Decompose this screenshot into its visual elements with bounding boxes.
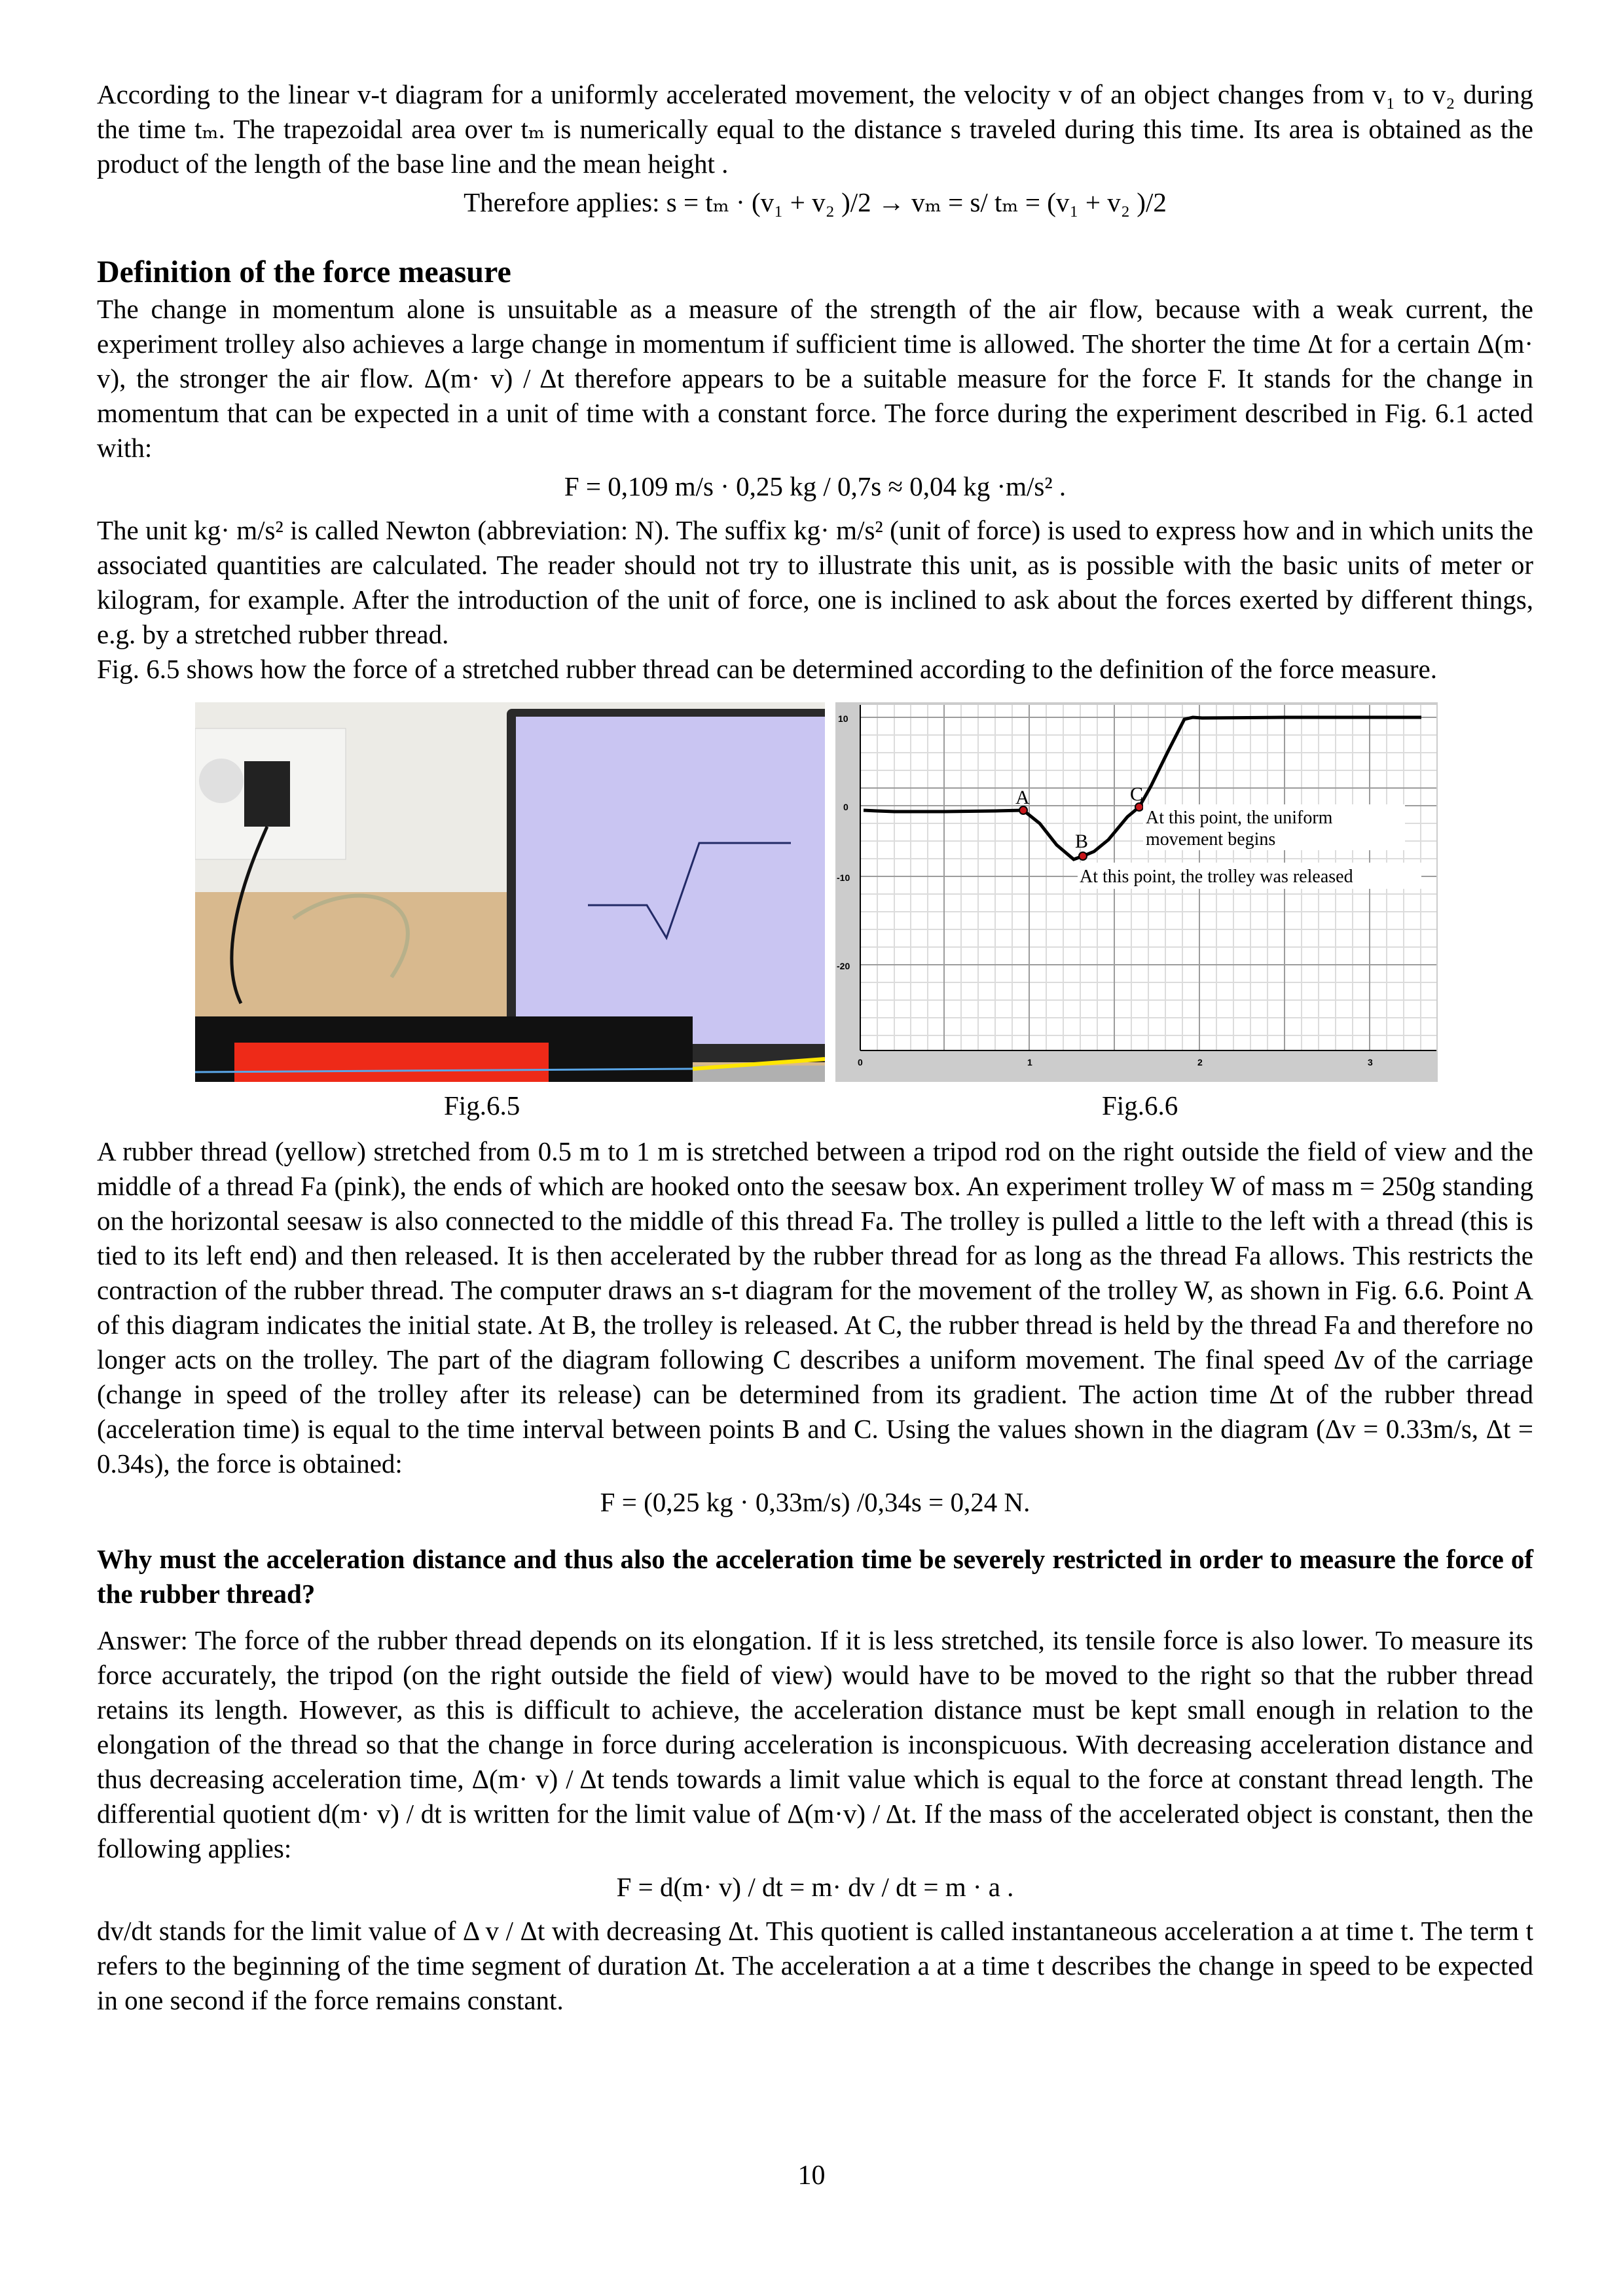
section-paragraph-3: Fig. 6.5 shows how the force of a stretched rubber thread can be determined according to the definition of the force measure.: [97, 654, 1437, 684]
document-page: [97, 77, 1533, 2018]
section-paragraph-1: The change in momentum alone is unsuitable as a measure of the strength of the air flow, because with a weak current, the experiment trolley also achieves a large change in momentum if sufficient time is allowed. The shorter the time Δt for a certain Δ(m· v), the stronger the air flow. Δ(m· v) / Δt therefore appears to be a suitable measure for the force F. It stands for the change in momentum that can be expected in a unit of time with a constant force. The force during the experiment described in Fig. 6.1 acted with:: [97, 294, 1533, 463]
body-paragraph-experiment: A rubber thread (yellow) stretched from 0.5 m to 1 m is stretched between a tripod rod on the right outside the field of view and the middle of a thread Fa (pink), the ends of which are hooked onto the seesaw box. An experiment trolley W of mass m = 250g standing on the horizontal seesaw is also connected to the middle of this thread Fa. The trolley is pulled a little to the left with a thread (this is tied to its left end) and then released. It is then accelerated by the rubber thread for as long as the thread Fa allows. This restricts the contraction of the rubber thread. The computer draws an s-t diagram for the movement of the trolley W, as shown in Fig. 6.6. Point A of this diagram indicates the initial state. At B, the trolley is released. At C, the rubber thread is held by the thread Fa and therefore no longer acts on the trolley. The part of the diagram following C describes a uniform movement. The final speed Δv of the carriage (change in speed of the trolley after its release) can be determined from its gradient. The action time Δt of the rubber thread (acceleration time) is equal to the time interval between points B and C. Using the values shown in the diagram (Δv = 0.33m/s, Δt = 0.34s), the force is obtained:: [97, 1136, 1533, 1479]
equation-mean-velocity: Therefore applies: s = tₘ · (v₁ + v₂ )/2 → vₘ = s/ tₘ = (v₁ + v₂ )/2: [464, 187, 1167, 217]
annotation-uniform-line2: movement begins: [1146, 829, 1276, 850]
s-t-diagram-chart: [835, 702, 1438, 1082]
experiment-photo: [195, 702, 825, 1082]
figure-6-5-caption: Fig.6.5: [444, 1090, 520, 1121]
s-t-diagram-svg: [835, 702, 1438, 1082]
x-tick-3: 3: [1368, 1057, 1373, 1067]
figure-6-6-caption: Fig.6.6: [1102, 1090, 1178, 1121]
point-b-label: B: [1075, 831, 1089, 852]
page-number: 10: [797, 2161, 826, 2191]
y-tick-minus10: -10: [837, 872, 850, 883]
annotation-uniform-line1: At this point, the uniform: [1146, 808, 1333, 828]
x-tick-0: 0: [858, 1057, 863, 1067]
y-tick-0: 0: [843, 802, 848, 812]
annotation-released: At this point, the trolley was released: [1080, 867, 1353, 887]
y-tick-10: 10: [838, 713, 848, 724]
y-tick-minus20: -20: [837, 961, 850, 971]
section-heading: Definition of the force measure: [97, 255, 511, 289]
point-b-marker: [1079, 852, 1087, 860]
x-tick-2: 2: [1197, 1057, 1203, 1067]
acceleration-paragraph: dv/dt stands for the limit value of Δ v / Δt with decreasing Δt. This quotient is called instantaneous acceleration a at time t. The term t refers to the beginning of the time segment of duration Δt. The acceleration a at a time t describes the change in speed to be expected in one second if the force remains constant.: [97, 1916, 1533, 2015]
point-c-label: C: [1130, 783, 1144, 805]
figures-row: [97, 702, 1533, 1134]
equation-force-airflow: F = 0,109 m/s · 0,25 kg / 0,7s ≈ 0,04 kg ·m/s² .: [564, 471, 1067, 501]
question-paragraph: Why must the acceleration distance and thus also the acceleration time be severely restricted in order to measure the force of the rubber thread?: [97, 1544, 1533, 1609]
equation-newton-law: F = d(m· v) / dt = m· dv / dt = m · a .: [616, 1872, 1014, 1902]
equation-rubber-force: F = (0,25 kg · 0,33m/s) /0,34s = 0,24 N.: [600, 1487, 1030, 1517]
point-a-label: A: [1015, 787, 1030, 808]
answer-paragraph: Answer: The force of the rubber thread depends on its elongation. If it is less stretched, its tensile force is also lower. To measure its force accurately, the tripod (on the right outside the field of view) would have to be moved to the right so that the rubber thread retains its length. However, as this is difficult to achieve, the acceleration distance must be kept small enough in relation to the elongation of the thread so that the change in force during acceleration is inconspicuous. With decreasing acceleration distance and thus decreasing acceleration time, Δ(m· v) / Δt tends towards a limit value which is equal to the force at constant thread length. The differential quotient d(m· v) / dt is written for the limit value of Δ(m·v) / Δt. If the mass of the accelerated object is constant, then the following applies:: [97, 1625, 1533, 1863]
intro-paragraph: According to the linear v-t diagram for a uniformly accelerated movement, the velocity v of an object changes from v₁ to v₂ during the time tₘ. The trapezoidal area over tₘ is numerically equal to the distance s traveled during this time. Its area is obtained as the product of the length of the base line and the mean height .: [97, 79, 1533, 179]
section-paragraph-2: The unit kg· m/s² is called Newton (abbreviation: N). The suffix kg· m/s² (unit of force) is used to express how and in which units the associated quantities are calculated. The reader should not try to illustrate this unit, as is possible with the basic units of meter or kilogram, for example. After the introduction of the unit of force, one is inclined to ask about the forces exerted by different things, e.g. by a stretched rubber thread.: [97, 515, 1533, 649]
experiment-photo-illustration: [195, 702, 825, 1082]
x-tick-1: 1: [1027, 1057, 1032, 1067]
